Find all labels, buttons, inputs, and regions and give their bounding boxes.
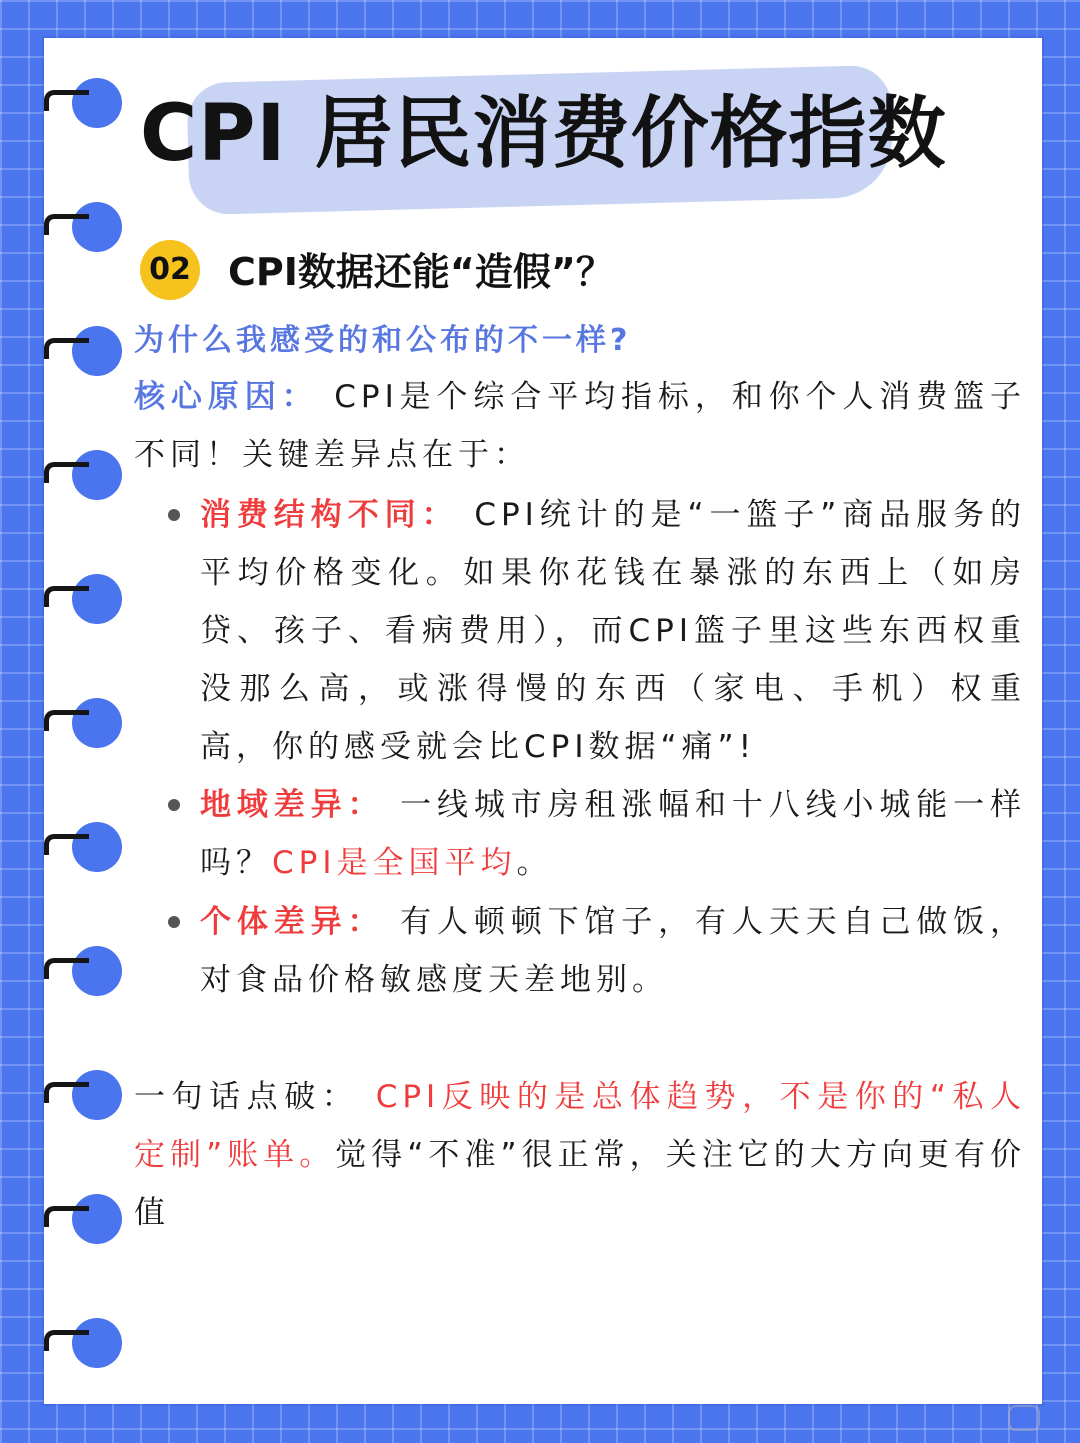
list-item-highlight: CPI是全国平均 — [272, 845, 517, 881]
binder-ring — [44, 1312, 120, 1376]
list-item-label: 地域差异： — [200, 787, 385, 823]
section-number-badge: 02 — [140, 240, 200, 300]
summary-highlight: CPI反映的是总体趋势，不是你的“私人定制”账单。 — [134, 1079, 1026, 1173]
bullet-icon — [168, 916, 180, 928]
list-item-label: 消费结构不同： — [200, 497, 459, 533]
binder-ring — [44, 72, 120, 136]
summary-label: 一句话点破： — [134, 1079, 360, 1115]
binder-ring — [44, 940, 120, 1004]
binder-ring — [44, 1188, 120, 1252]
summary-text: 觉得“不准”很正常，关注它的大方向更有价值 — [134, 1137, 1027, 1231]
binder-ring — [44, 444, 120, 508]
core-reason-label: 核心原因： — [134, 379, 319, 415]
watermark-icon — [1008, 1405, 1040, 1431]
binder-ring — [44, 1064, 120, 1128]
binder-ring — [44, 568, 120, 632]
list-item-text: CPI统计的是“一篮子”商品服务的平均价格变化。如果你花钱在暴涨的东西上（如房贷、孩子、看病费用），而CPI篮子里这些东西权重没那么高，或涨得慢的东西（家电、手机）权重高，你的感受就会比CPI数据“痛”! — [200, 497, 1027, 765]
list-item-regional-difference — [200, 776, 1026, 892]
question-line: 为什么我感受的和公布的不一样? — [134, 323, 632, 358]
list-item-consumption-structure — [200, 486, 1026, 776]
core-reason-paragraph — [134, 368, 1026, 484]
bullet-icon — [168, 799, 180, 811]
list-item-label: 个体差异： — [200, 904, 385, 940]
binder-ring — [44, 196, 120, 260]
binder-ring — [44, 816, 120, 880]
binder-ring — [44, 320, 120, 384]
core-reason-text: CPI是个综合平均指标，和你个人消费篮子不同！关键差异点在于： — [134, 379, 1026, 473]
list-item-individual-difference — [200, 893, 1026, 1009]
list-item-text: 有人顿顿下馆子，有人天天自己做饭，对食品价格敏感度天差地别。 — [200, 904, 1027, 998]
list-item-text: 一线城市房租涨幅和十八线小城能一样吗？ — [200, 787, 1027, 881]
section-title: CPI数据还能“造假”？ — [228, 250, 614, 294]
list-item-tail: 。 — [516, 845, 553, 881]
page-title: CPI 居民消费价格指数 — [140, 89, 947, 179]
bullet-icon — [168, 509, 180, 521]
summary-paragraph — [134, 1068, 1026, 1242]
binder-ring — [44, 692, 120, 756]
